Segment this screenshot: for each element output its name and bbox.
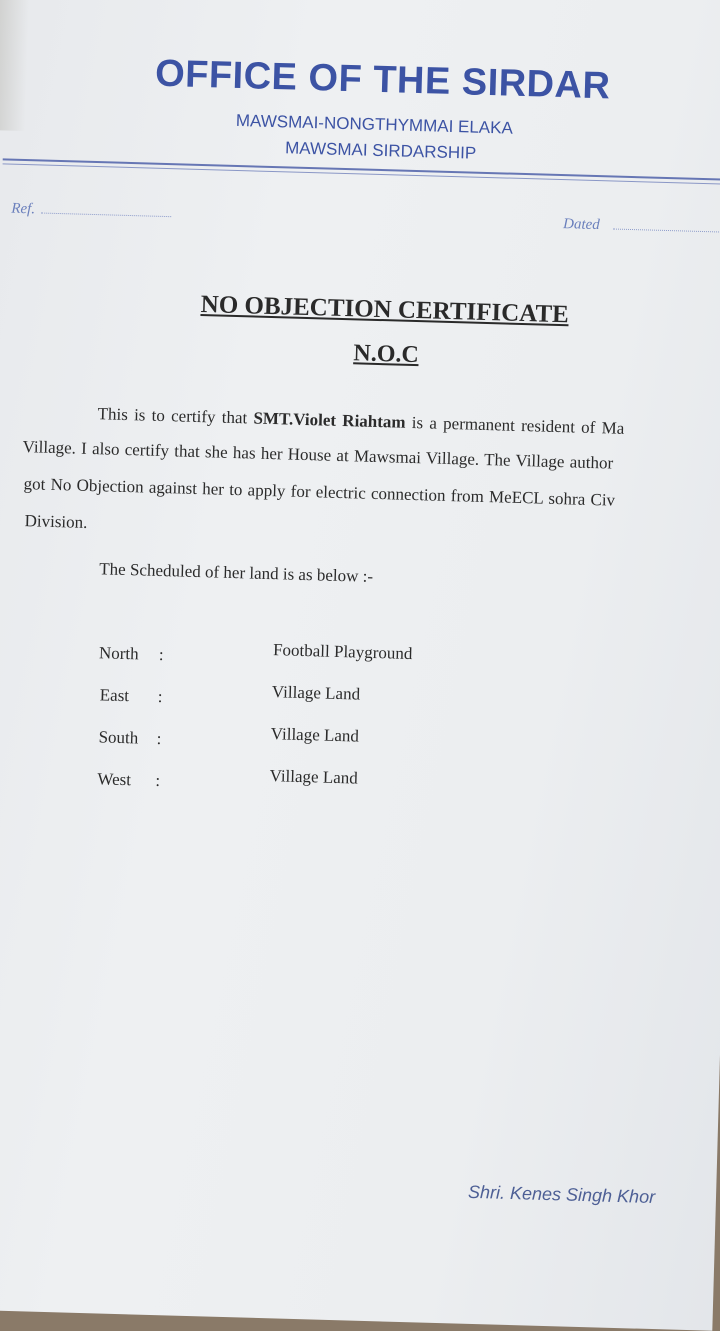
dated-label: Dated	[562, 216, 601, 234]
boundary-direction-north: North	[98, 643, 139, 664]
boundary-value-north: Football Playground	[272, 640, 413, 664]
paragraph-line-1	[97, 404, 624, 439]
boundary-colon: :	[155, 770, 161, 791]
boundary-value-east: Village Land	[271, 682, 361, 704]
schedule-intro: The Scheduled of her land is as below :-	[99, 559, 374, 586]
paragraph-line-2: Village. I also certify that she has her House at Mawsmai Village. The Village author	[22, 437, 614, 473]
paragraph-line-3: got No Objection against her to apply for electric connection from MeECL sohra Civ	[23, 474, 616, 510]
header-divider	[3, 158, 720, 181]
boundary-direction-south: South	[98, 727, 139, 748]
p1-tail: is a permanent resident of Ma	[405, 412, 625, 438]
office-subtitle-elaka: MAWSMAI-NONGTHYMMAI ELAKA	[235, 110, 514, 138]
boundary-colon: :	[156, 728, 162, 749]
boundary-value-south: Village Land	[270, 724, 360, 746]
paragraph-line-4: Division.	[24, 511, 88, 532]
certificate-subtitle: N.O.C	[353, 340, 420, 369]
p1-lead: This is to certify that	[97, 404, 254, 428]
signatory-name: Shri. Kenes Singh Khor	[467, 1181, 656, 1208]
certificate-title: NO OBJECTION CERTIFICATE	[200, 291, 570, 329]
boundary-direction-east: East	[99, 685, 130, 706]
office-subtitle-sirdarship: MAWSMAI SIRDARSHIP	[284, 138, 477, 163]
boundary-direction-west: West	[97, 769, 132, 790]
resident-name: SMT.Violet Riahtam	[253, 408, 406, 432]
office-title: OFFICE OF THE SIRDAR	[154, 52, 612, 108]
ref-blank-line	[41, 199, 171, 218]
boundary-value-west: Village Land	[269, 766, 359, 788]
boundary-colon: :	[158, 644, 164, 665]
page-corner-shadow	[0, 0, 30, 131]
boundary-colon: :	[157, 686, 163, 707]
dated-blank-line	[613, 215, 720, 234]
ref-label: Ref.	[11, 200, 36, 218]
